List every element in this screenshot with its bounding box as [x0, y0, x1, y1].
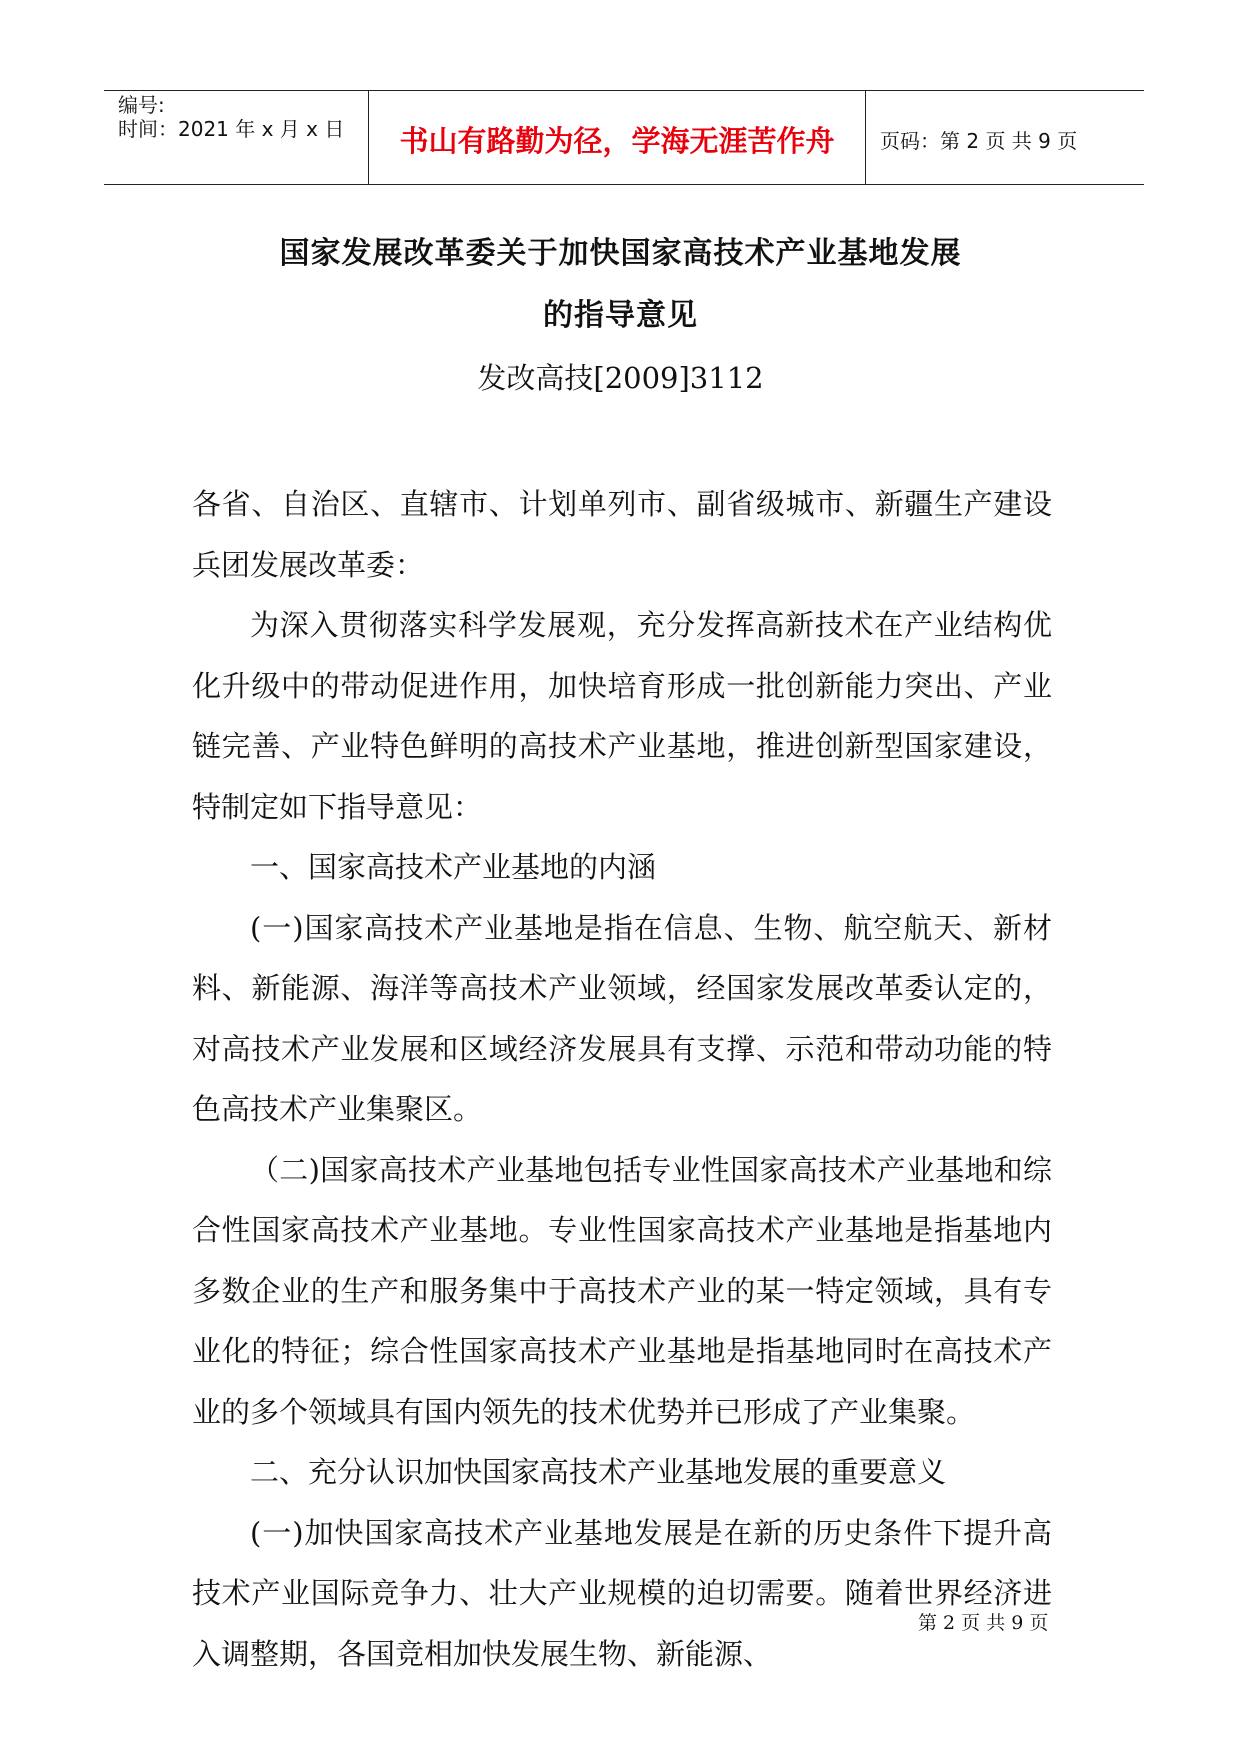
time-label: 时间：2021 年 x 月 x 日: [118, 117, 345, 141]
paragraph: 为深入贯彻落实科学发展观，充分发挥高新技术在产业结构优化升级中的带动促进作用，加快培育形成一批创新能力突出、产业链完善、产业特色鲜明的高技术产业基地，推进创新型国家建设，特制定如下指导意见：: [192, 608, 1052, 824]
motto-text: 书山有路勤为径，学海无涯苦作舟: [399, 124, 835, 158]
document-header: [104, 90, 1144, 185]
serial-label: 编号:: [118, 93, 165, 117]
page-code: 页码：第 2 页 共 9 页: [880, 129, 1078, 153]
paragraph-addressee: 各省、自治区、直辖市、计划单列市、副省级城市、新疆生产建设兵团发展改革委：: [192, 487, 1052, 582]
header-meta-cell: [104, 91, 368, 184]
section-heading: 一、国家高技术产业基地的内涵: [250, 850, 657, 884]
page-footer: 第 2 页 共 9 页: [918, 1612, 1049, 1634]
paragraph: (一)国家高技术产业基地是指在信息、生物、航空航天、新材料、新能源、海洋等高技术产业领域，经国家发展改革委认定的，对高技术产业发展和区域经济发展具有支撑、示范和带动功能的特色高技术产业集聚区。: [192, 910, 1052, 1126]
document-body: [192, 474, 1052, 1684]
document-title-line-1: 国家发展改革委关于加快国家高技术产业基地发展: [279, 236, 962, 271]
document-title-line-2: 的指导意见: [543, 298, 698, 333]
section-heading: 二、充分认识加快国家高技术产业基地发展的重要意义: [250, 1455, 947, 1489]
document-number: 发改高技[2009]3112: [477, 361, 764, 395]
paragraph: (一)加快国家高技术产业基地发展是在新的历史条件下提升高技术产业国际竞争力、壮大产业规模的迫切需要。随着世界经济进入调整期，各国竞相加快发展生物、新能源、: [192, 1515, 1052, 1671]
header-page-cell: [866, 91, 1144, 184]
paragraph: （二)国家高技术产业基地包括专业性国家高技术产业基地和综合性国家高技术产业基地。专业性国家高技术产业基地是指基地内多数企业的生产和服务集中于高技术产业的某一特定领域，具有专业化的特征；综合性国家高技术产业基地是指基地同时在高技术产业的多个领域具有国内领先的技术优势并已形成了产业集聚。: [192, 1152, 1052, 1429]
header-motto-cell: [368, 91, 866, 184]
